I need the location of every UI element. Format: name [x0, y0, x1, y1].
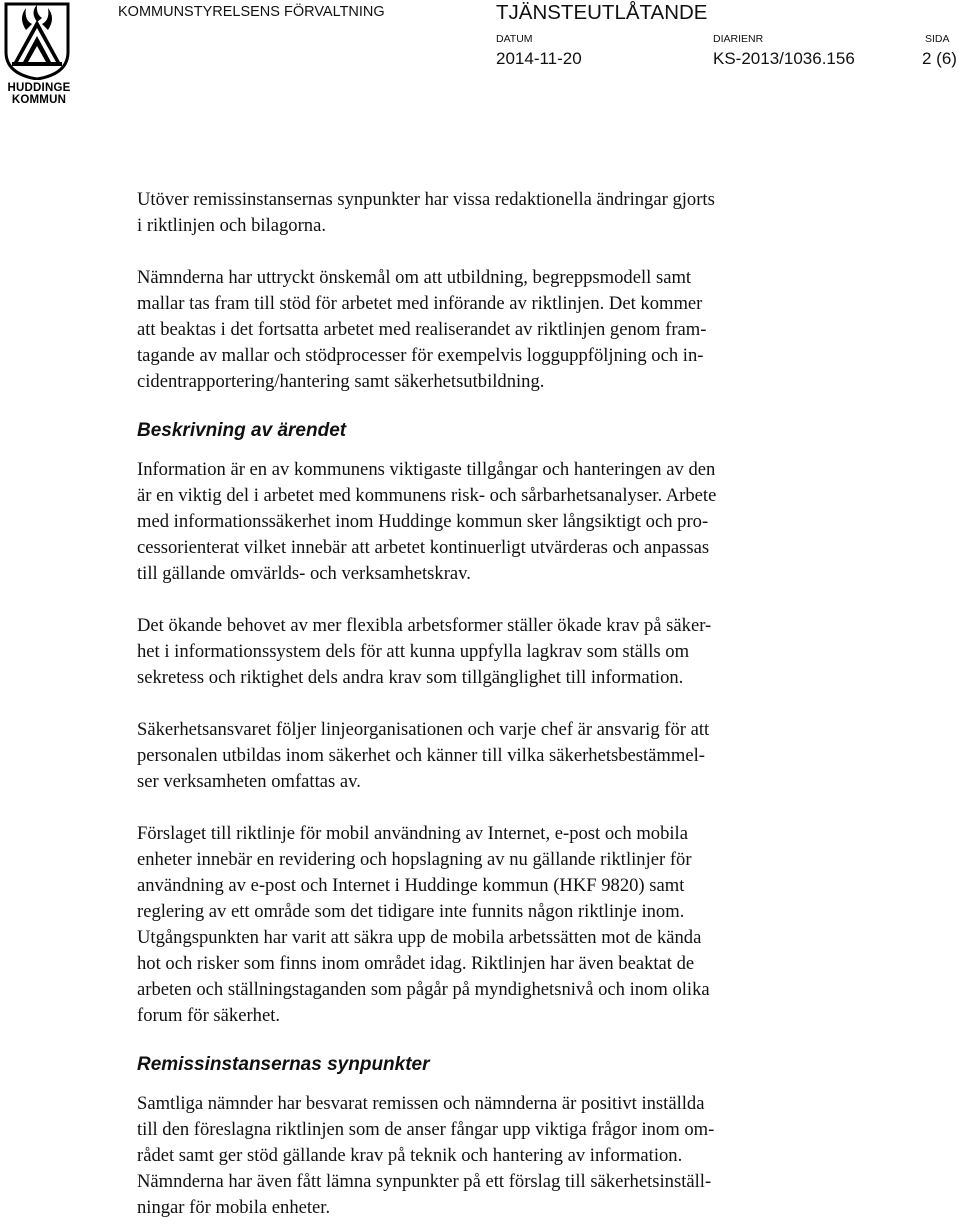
registration-number: KS-2013/1036.156	[713, 49, 855, 68]
huddinge-logo	[4, 2, 70, 106]
description-paragraph-3	[137, 717, 849, 795]
section-heading-remiss: Remissinstansernas synpunkter	[137, 1054, 430, 1075]
date-label: DATUM	[496, 33, 533, 45]
text-line: arbeten och ställningstaganden som pågår på myndighetsnivå och inom olika	[137, 979, 710, 1000]
description-paragraph-4	[137, 821, 849, 1029]
organization-name: KOMMUNSTYRELSENS FÖRVALTNING	[118, 4, 385, 20]
text-line: att beaktas i det fortsatta arbetet med realiserandet av riktlinjen genom fram-	[137, 319, 707, 340]
text-line: het i informationssystem dels för att kunna uppfylla lagkrav som ställs om	[137, 641, 690, 662]
text-line: i riktlinjen och bilagorna.	[137, 215, 326, 236]
description-paragraph-2	[137, 613, 849, 691]
text-line: cessorienterat vilket innebär att arbetet kontinuerligt utvärderas och anpassas	[137, 537, 710, 558]
text-line: tagande av mallar och stödprocesser för exempelvis logguppföljning och in-	[137, 345, 704, 366]
text-line: Det ökande behovet av mer flexibla arbetsformer ställer ökade krav på säker-	[137, 615, 712, 636]
text-line: reglering av ett område som det tidigare inte funnits någon riktlinje inom.	[137, 901, 685, 922]
document-type: TJÄNSTEUTLÅTANDE	[496, 1, 708, 24]
text-line: Förslaget till riktlinje för mobil användning av Internet, e-post och mobila	[137, 823, 688, 844]
intro-paragraph-1	[137, 187, 849, 239]
page-number: 2 (6)	[922, 49, 957, 68]
text-line: cidentrapportering/hantering samt säkerhetsutbildning.	[137, 371, 545, 392]
text-line: Nämnderna har även fått lämna synpunkter på ett förslag till säkerhetsinställ-	[137, 1171, 712, 1192]
text-line: sekretess och riktighet dels andra krav som tillgänglighet till information.	[137, 667, 684, 688]
text-line: mallar tas fram till stöd för arbetet med införande av riktlinjen. Det kommer	[137, 293, 703, 314]
text-line: personalen utbildas inom säkerhet och känner till vilka säkerhetsbestämmel-	[137, 745, 705, 766]
text-line: ser verksamheten omfattas av.	[137, 771, 361, 792]
text-line: Utöver remissinstansernas synpunkter har vissa redaktionella ändringar gjorts	[137, 189, 715, 210]
logo-line2: KOMMUN	[11, 94, 67, 106]
text-line: Säkerhetsansvaret följer linjeorganisationen och varje chef är ansvarig för att	[137, 719, 710, 740]
date-value: 2014-11-20	[496, 49, 582, 68]
text-line: Information är en av kommunens viktigaste tillgångar och hanteringen av den	[137, 459, 716, 480]
registration-label: DIARIENR	[713, 33, 764, 45]
text-line: enheter innebär en revidering och hopslagning av nu gällande riktlinjer för	[137, 849, 692, 870]
text-line: Utgångspunkten har varit att säkra upp de mobila arbetssätten mot de kända	[137, 927, 702, 948]
text-line: användning av e-post och Internet i Huddinge kommun (HKF 9820) samt	[137, 875, 685, 896]
text-line: rådet samt ger stöd gällande krav på teknik och hantering av information.	[137, 1145, 683, 1166]
text-line: Samtliga nämnder har besvarat remissen och nämnderna är positivt inställda	[137, 1093, 705, 1114]
intro-paragraph-2	[137, 265, 849, 395]
remiss-paragraph-1	[137, 1091, 849, 1221]
text-line: forum för säkerhet.	[137, 1005, 281, 1026]
huddinge-flame-shield-icon	[4, 2, 70, 80]
text-line: är en viktig del i arbetet med kommunens risk- och sårbarhetsanalyser. Arbete	[137, 485, 717, 506]
text-line: ningar för mobila enheter.	[137, 1197, 331, 1218]
section-heading-description: Beskrivning av ärendet	[137, 420, 347, 441]
text-line: hot och risker som finns inom området idag. Riktlinjen har även beaktat de	[137, 953, 695, 974]
text-line: till gällande omvärlds- och verksamhetskrav.	[137, 563, 471, 584]
logo-line1: HUDDINGE	[7, 82, 71, 94]
text-line: till den föreslagna riktlinjen som de anser fångar upp viktiga frågor inom om-	[137, 1119, 715, 1140]
text-line: med informationssäkerhet inom Huddinge kommun sker långsiktigt och pro-	[137, 511, 709, 532]
text-line: Nämnderna har uttryckt önskemål om att utbildning, begreppsmodell samt	[137, 267, 692, 288]
description-paragraph-1	[137, 457, 849, 587]
document-body	[137, 187, 849, 1221]
page-label: SIDA	[925, 33, 950, 45]
